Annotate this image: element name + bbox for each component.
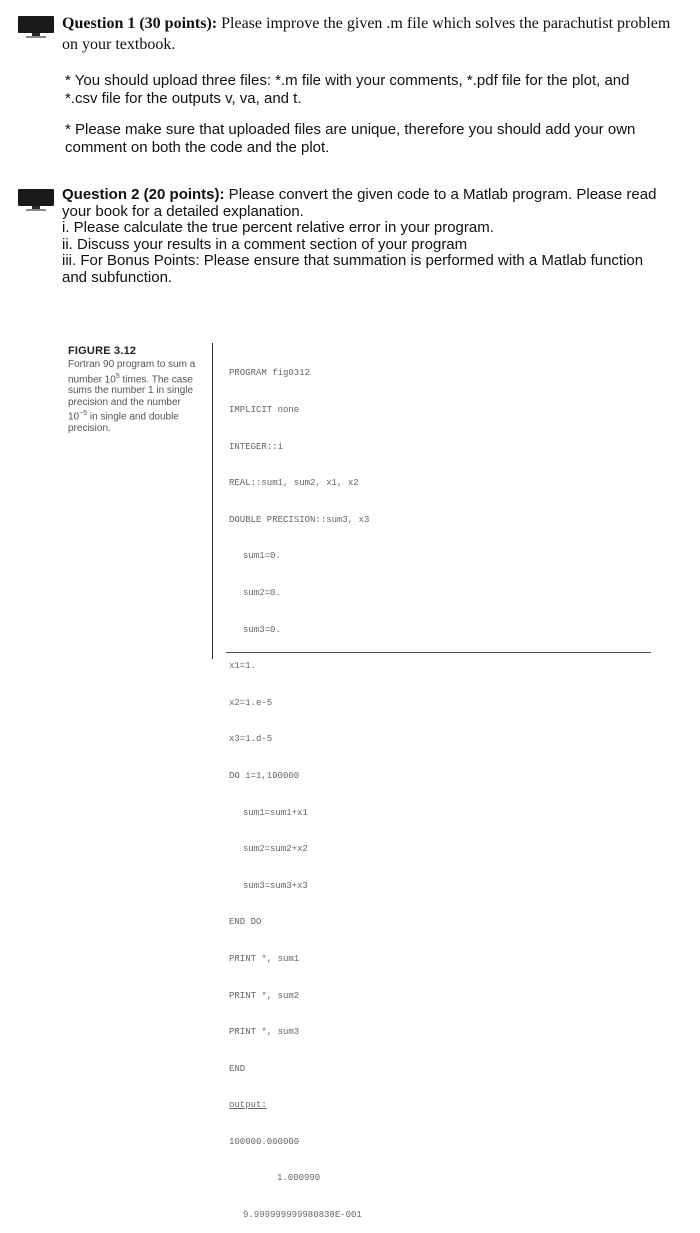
output-label: output: [229,1100,267,1111]
question-2-text: Please convert the given code to a Matlab program. Please read your book for a detailed explanation. [62,186,657,220]
output-value-1: 100000.000000 [229,1136,300,1147]
code-line: PRINT *, sum1 [229,953,300,964]
code-divider [212,343,213,659]
output-value-3: 9.999999999980838E-001 [243,1210,362,1221]
question-1-title: Question 1 (30 points): [62,15,218,32]
code-line: sum3=0. [243,624,281,635]
monitor-icon [18,189,54,213]
code-line: x1=1. [229,661,257,672]
figure-caption: Fortran 90 program to sum a number $10^5$ times. The case sums the number 1 in single precision and the number $10^{-5}$ in single and double precision. [68,359,196,435]
code-line: sum2=sum2+x2 [243,844,308,855]
monitor-icon [18,16,54,40]
code-line: PROGRAM fig0312 [229,368,311,379]
code-line: sum1=0. [243,551,281,562]
question-2-item-3: iii. For Bonus Points: Please ensure that summation is performed with a Matlab function and subfunction. [62,252,644,286]
output-value-2: 1.000990 [277,1173,321,1184]
question-1 [62,13,682,55]
code-line: sum3=sum3+x3 [243,880,308,891]
fortran-code-listing [229,343,369,1233]
code-line: PRINT *, sum2 [229,990,300,1001]
code-line: PRINT *, sum3 [229,1027,300,1038]
code-line: DO i=1,100000 [229,770,300,781]
question-2-item-1: i. Please calculate the true percent relative error in your program. [62,219,494,236]
question-1-text: Please improve the given .m file which solves the parachutist problem on your textbook. [62,15,671,53]
question-2-item-2: ii. Discuss your results in a comment section of your program [62,235,468,253]
code-line: sum2=0. [243,587,281,598]
code-line: DOUBLE PRECISION::sum3, x3 [229,514,370,525]
question-1-bullet-files: * You should upload three files: *.m file with your comments, *.pdf file for the plot, and *.csv file for the outputs v, va, and t. [65,72,630,107]
code-line: x2=1.e-5 [229,697,273,708]
question-1-bullet-unique: * Please make sure that uploaded files are unique, therefore you should add your own comment on both the code and the plot. [65,121,636,156]
code-line: IMPLICIT none [229,405,300,415]
question-2-title: Question 2 (20 points): [62,186,225,203]
code-line: x3=1.d-5 [229,734,273,745]
figure-label: FIGURE 3.12 [68,345,137,357]
code-line: REAL::sum1, sum2, x1, x2 [229,478,359,489]
code-line: END DO [229,917,262,928]
code-line: END [229,1063,246,1074]
code-line: INTEGER::i [229,441,284,452]
figure-bottom-rule [226,652,651,653]
code-line: sum1=sum1+x1 [243,807,308,818]
question-2 [62,187,662,286]
